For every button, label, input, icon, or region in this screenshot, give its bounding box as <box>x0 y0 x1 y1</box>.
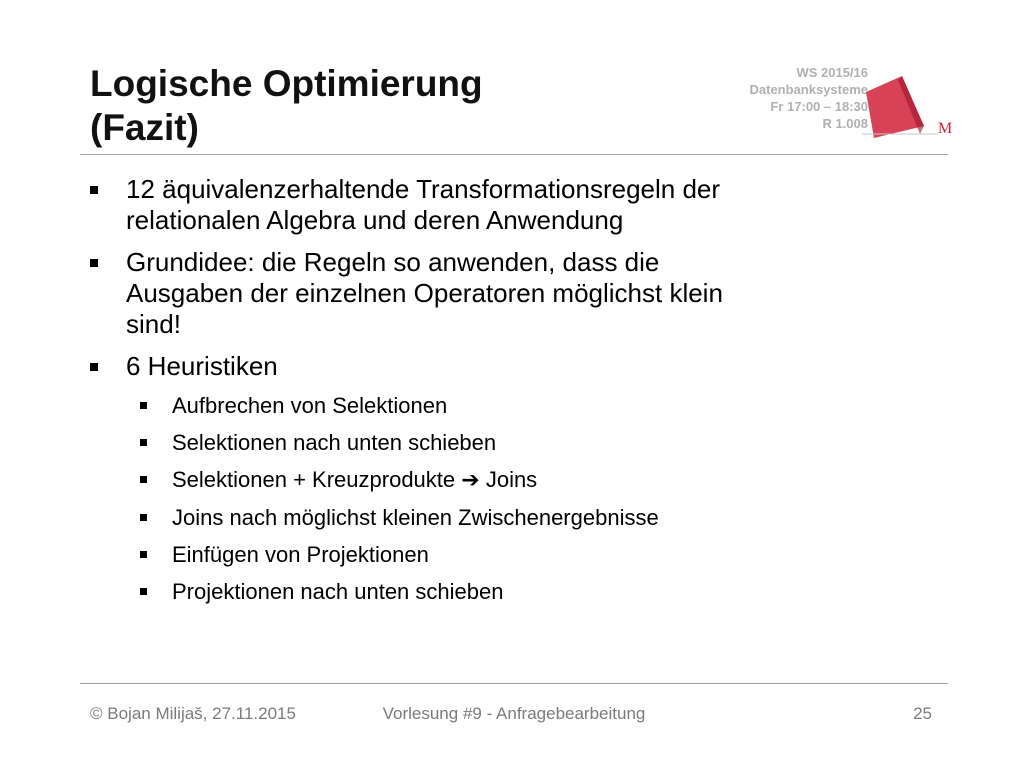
bullet-transformationsregeln <box>90 174 930 236</box>
square-bullet-icon <box>90 259 98 267</box>
bullet-line: relationalen Algebra und deren Anwendung <box>126 205 624 235</box>
course-time: Fr 17:00 – 18:30 <box>770 99 868 114</box>
sub-bullet-item <box>126 542 930 568</box>
footer-lecture-title: Vorlesung #9 - Anfragebearbeitung <box>382 704 646 723</box>
sub-bullet-item <box>126 505 930 531</box>
footer-lecture <box>0 704 1024 724</box>
square-bullet-icon <box>140 402 147 409</box>
bullet-line: Ausgaben der einzelnen Operatoren möglichst klein <box>126 278 723 308</box>
course-name: Datenbanksysteme <box>749 82 868 97</box>
slide-content <box>90 174 930 616</box>
right-arrow-icon: ➔ <box>461 468 480 493</box>
slide-title <box>90 62 483 150</box>
university-logo <box>862 74 962 138</box>
sub-bullet-item <box>126 467 930 494</box>
square-bullet-icon <box>140 588 147 595</box>
square-bullet-icon <box>140 514 147 521</box>
sub-bullet-text: Aufbrechen von Selektionen <box>172 393 448 418</box>
sub-bullet-item <box>126 430 930 456</box>
course-semester: WS 2015/16 <box>796 65 868 80</box>
footer-author-date: © Bojan Milijaš, 27.11.2015 <box>90 704 296 723</box>
bullet-line: 12 äquivalenzerhaltende Transformationsregeln der <box>126 174 721 204</box>
bullet-line: Grundidee: die Regeln so anwenden, dass die <box>126 247 660 277</box>
header-rule <box>80 154 948 155</box>
sub-bullet-text: Einfügen von Projektionen <box>172 542 429 567</box>
square-bullet-icon <box>140 476 147 483</box>
bullet-grundidee <box>90 247 930 340</box>
square-bullet-icon <box>90 186 98 194</box>
sub-bullet-item <box>126 579 930 605</box>
sub-bullet-item <box>126 393 930 419</box>
bullet-heuristiken <box>90 351 930 382</box>
square-bullet-icon <box>140 439 147 446</box>
square-bullet-icon <box>140 551 147 558</box>
sub-bullet-text: Selektionen nach unten schieben <box>172 430 497 455</box>
slide-title-line1: Logische Optimierung <box>90 63 483 104</box>
logo-letter: M <box>938 120 953 137</box>
slide-title-line2: (Fazit) <box>90 107 199 148</box>
sub-bullet-text: Projektionen nach unten schieben <box>172 579 504 604</box>
sub-bullet-text: Joins <box>485 467 538 492</box>
bullet-line: sind! <box>126 309 181 339</box>
page-number: 25 <box>913 704 932 723</box>
bullet-text: 6 Heuristiken <box>126 351 278 381</box>
sub-bullet-text: Joins nach möglichst kleinen Zwischenergebnisse <box>172 505 659 530</box>
course-room: R 1.008 <box>822 116 868 131</box>
sub-bullet-text: Selektionen + Kreuzprodukte <box>172 467 456 492</box>
footer-rule <box>80 683 948 684</box>
square-bullet-icon <box>90 363 98 371</box>
course-info <box>750 64 869 132</box>
heuristics-list <box>126 393 930 605</box>
